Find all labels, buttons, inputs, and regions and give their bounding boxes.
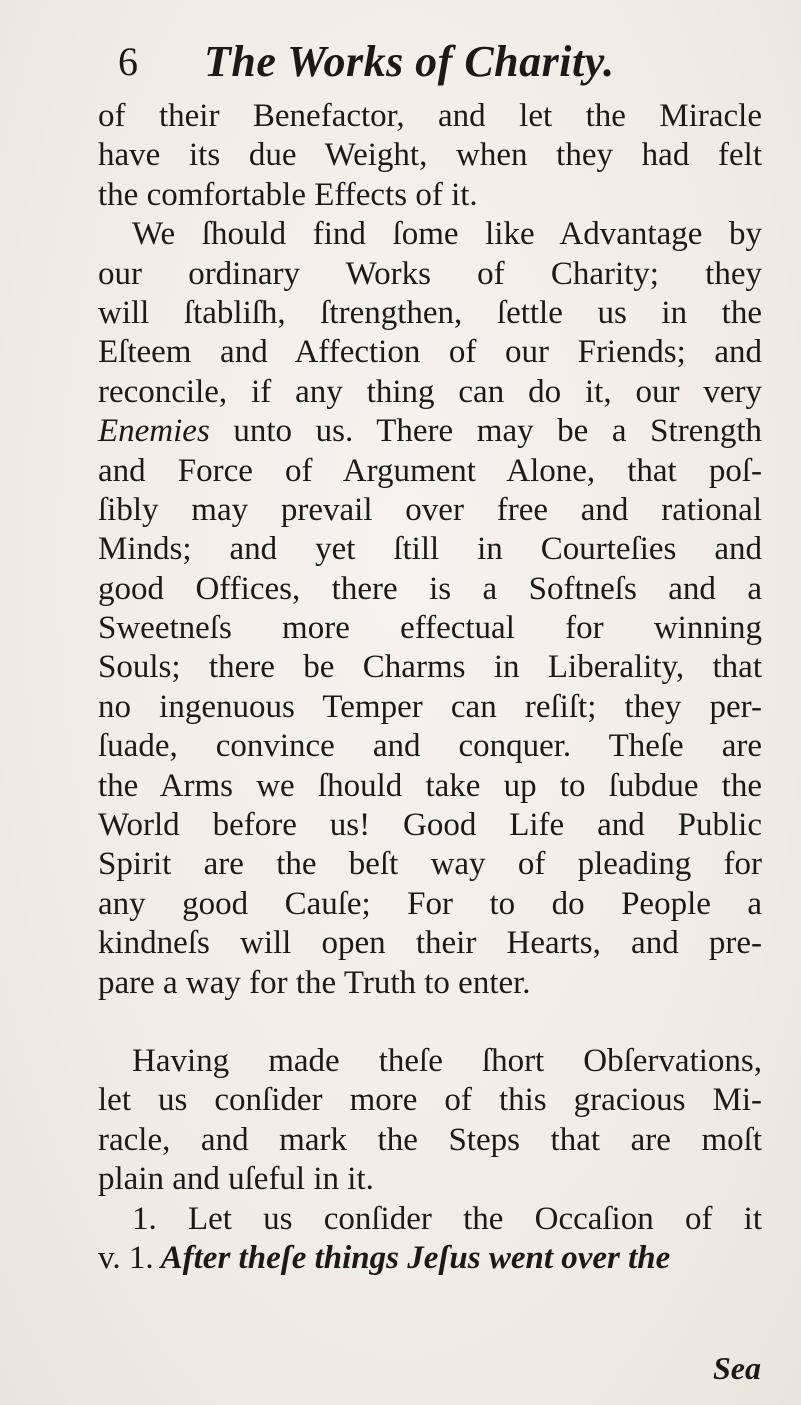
text-line-enemies xyxy=(98,412,762,451)
italic-word: Enemies xyxy=(98,413,210,450)
text-line: Minds; and yet ſtill in Courteſies and xyxy=(98,531,762,568)
text-line: racle, and mark the Steps that are moſt xyxy=(98,1121,762,1158)
text-line: any good Cauſe; For to do People a xyxy=(98,885,762,922)
page-number: 6 xyxy=(118,39,138,84)
text-line: ſibly may prevail over free and rational xyxy=(98,491,762,528)
text-line: Having made theſe ſhort Obſervations, xyxy=(132,1042,762,1079)
text-line: of their Benefactor, and let the Miracle xyxy=(98,98,762,134)
text-line: Eſteem and Affection of our Friends; and xyxy=(98,334,762,371)
text-line: reconcile, if any thing can do it, our very xyxy=(98,373,762,410)
text-span: unto us. There may be a Strength xyxy=(209,413,762,450)
text-line: good Offices, there is a Softneſs and a xyxy=(98,570,762,607)
page-header xyxy=(118,30,758,90)
text-line: and Force of Argument Alone, that poſ- xyxy=(98,452,762,489)
text-line: Sweetneſs more effectual for winning xyxy=(98,610,762,647)
text-line: let us conſider more of this gracious Mi- xyxy=(98,1082,762,1119)
text-line: kindneſs will open their Hearts, and pre- xyxy=(98,925,762,962)
text-line: will ſtabliſh, ſtrengthen, ſettle us in the xyxy=(98,294,762,331)
scripture-text: After theſe things Jeſus went over the xyxy=(153,1239,671,1276)
body-text xyxy=(98,97,762,1278)
text-line: We ſhould find ſome like Advantage by xyxy=(132,216,762,253)
catchword: Sea xyxy=(713,1350,761,1386)
text-line: have its due Weight, when they had felt xyxy=(98,137,762,174)
running-title: The Works of Charity. xyxy=(204,37,615,86)
text-line: 1. Let us conſider the Occaſion of it xyxy=(132,1200,762,1237)
text-line: the comfortable Effects of it. xyxy=(98,176,478,213)
paragraph-gap xyxy=(98,1003,762,1042)
text-line: Souls; there be Charms in Liberality, that xyxy=(98,649,762,686)
scripture-reference xyxy=(98,1239,762,1278)
text-line: the Arms we ſhould take up to ſubdue the xyxy=(98,767,762,804)
text-line: World before us! Good Life and Public xyxy=(98,807,762,844)
text-line: plain and uſeful in it. xyxy=(98,1161,374,1198)
verse-marker: v. 1. xyxy=(98,1239,154,1276)
text-line: pare a way for the Truth to enter. xyxy=(98,964,531,1001)
text-line: our ordinary Works of Charity; they xyxy=(98,255,762,292)
text-line: Spirit are the beſt way of pleading for xyxy=(98,846,762,883)
text-line: ſuade, convince and conquer. Theſe are xyxy=(98,728,762,765)
text-line: no ingenuous Temper can reſiſt; they per- xyxy=(98,688,762,725)
